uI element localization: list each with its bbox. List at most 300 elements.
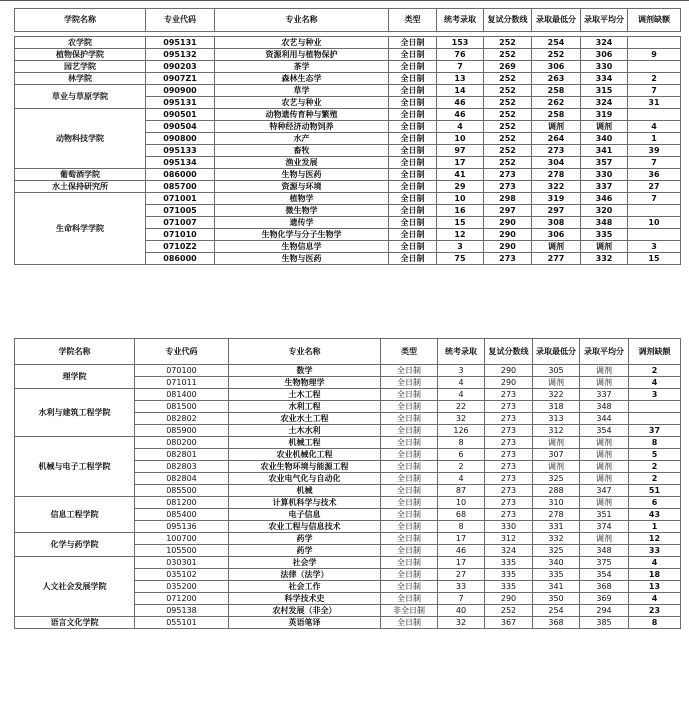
cell-admitted-count: 10 <box>438 497 485 509</box>
cell-avg-score: 368 <box>580 581 629 593</box>
cell-avg-score: 375 <box>580 557 629 569</box>
cell-avg-score: 341 <box>581 145 628 157</box>
top-border-line <box>0 0 689 1</box>
header-row <box>15 339 681 365</box>
cell-min-score: 319 <box>532 193 581 205</box>
cell-avg-score: 调剂 <box>580 365 629 377</box>
cell-major-code: 035200 <box>135 581 229 593</box>
cell-major-code: 095133 <box>146 145 215 157</box>
cell-study-type: 全日制 <box>381 389 438 401</box>
cell-major-name: 土木水利 <box>229 425 381 437</box>
cell-avg-score: 354 <box>580 425 629 437</box>
cell-admitted-count: 87 <box>438 485 485 497</box>
cell-min-score: 312 <box>533 425 580 437</box>
cell-study-type: 全日制 <box>389 217 437 229</box>
cell-avg-score: 324 <box>581 37 628 49</box>
cell-min-score: 332 <box>533 533 580 545</box>
cell-major-name: 农业电气化与自动化 <box>229 473 381 485</box>
cell-min-score: 310 <box>533 497 580 509</box>
cell-major-code: 095131 <box>146 97 215 109</box>
cell-admitted-count: 97 <box>437 145 484 157</box>
cell-admitted-count: 4 <box>438 473 485 485</box>
cell-vacancy: 4 <box>629 377 681 389</box>
cell-major-code: 082804 <box>135 473 229 485</box>
cell-major-code: 0710Z2 <box>146 241 215 253</box>
cell-study-type: 非全日制 <box>381 605 438 617</box>
cell-vacancy <box>628 205 681 217</box>
header-study-type: 类型 <box>389 9 437 32</box>
cell-admitted-count: 10 <box>437 193 484 205</box>
cell-major-code: 071007 <box>146 217 215 229</box>
cell-admitted-count: 3 <box>438 365 485 377</box>
cell-major-name: 畜牧 <box>215 145 389 157</box>
cell-major-code: 085700 <box>146 181 215 193</box>
cell-major-name: 农艺与种业 <box>215 37 389 49</box>
cell-major-name: 生物与医药 <box>215 253 389 265</box>
table-row <box>15 169 681 181</box>
cell-admitted-count: 68 <box>438 509 485 521</box>
header-row <box>15 9 681 32</box>
cell-admitted-count: 4 <box>438 377 485 389</box>
cell-major-name: 生物与医药 <box>215 169 389 181</box>
cell-admitted-count: 32 <box>438 617 485 629</box>
table-row <box>15 533 681 545</box>
cell-min-score: 263 <box>532 73 581 85</box>
header-college-name: 学院名称 <box>15 9 146 32</box>
cell-study-type: 全日制 <box>389 253 437 265</box>
cell-min-score: 313 <box>533 413 580 425</box>
cell-college-name: 葡萄酒学院 <box>15 169 146 181</box>
cell-major-name: 生物信息学 <box>215 241 389 253</box>
cell-major-name: 草学 <box>215 85 389 97</box>
cell-study-type: 全日制 <box>381 473 438 485</box>
cell-retest-cutoff: 252 <box>484 133 532 145</box>
cell-major-name: 农业水土工程 <box>229 413 381 425</box>
cell-avg-score: 调剂 <box>580 437 629 449</box>
cell-min-score: 调剂 <box>533 377 580 389</box>
cell-study-type: 全日制 <box>389 73 437 85</box>
cell-admitted-count: 7 <box>437 61 484 73</box>
header-avg-score: 录取平均分 <box>581 9 628 32</box>
cell-retest-cutoff: 273 <box>485 425 533 437</box>
header-major-name: 专业名称 <box>229 339 381 365</box>
cell-vacancy: 4 <box>629 593 681 605</box>
cell-study-type: 全日制 <box>389 229 437 241</box>
cell-min-score: 273 <box>532 145 581 157</box>
cell-admitted-count: 12 <box>437 229 484 241</box>
cell-admitted-count: 2 <box>438 461 485 473</box>
cell-avg-score: 294 <box>580 605 629 617</box>
cell-min-score: 288 <box>533 485 580 497</box>
cell-study-type: 全日制 <box>381 485 438 497</box>
cell-admitted-count: 17 <box>438 557 485 569</box>
cell-retest-cutoff: 252 <box>484 73 532 85</box>
cell-vacancy: 7 <box>628 157 681 169</box>
cell-retest-cutoff: 324 <box>485 545 533 557</box>
cell-major-name: 森林生态学 <box>215 73 389 85</box>
cell-study-type: 全日制 <box>389 97 437 109</box>
cell-major-code: 035102 <box>135 569 229 581</box>
cell-study-type: 全日制 <box>389 61 437 73</box>
cell-min-score: 322 <box>532 181 581 193</box>
cell-avg-score: 320 <box>581 205 628 217</box>
cell-major-name: 农业生物环境与能源工程 <box>229 461 381 473</box>
cell-avg-score: 330 <box>581 61 628 73</box>
table-row <box>15 73 681 85</box>
cell-college-name: 水利与建筑工程学院 <box>15 389 135 437</box>
header-avg-score: 录取平均分 <box>580 339 629 365</box>
cell-major-name: 遗传学 <box>215 217 389 229</box>
cell-major-code: 071011 <box>135 377 229 389</box>
cell-vacancy: 36 <box>628 169 681 181</box>
cell-vacancy: 8 <box>629 437 681 449</box>
cell-admitted-count: 17 <box>438 533 485 545</box>
cell-admitted-count: 6 <box>438 449 485 461</box>
cell-study-type: 全日制 <box>381 425 438 437</box>
cell-retest-cutoff: 252 <box>485 605 533 617</box>
cell-study-type: 全日制 <box>381 401 438 413</box>
cell-vacancy: 12 <box>629 533 681 545</box>
cell-retest-cutoff: 273 <box>485 437 533 449</box>
cell-major-code: 090203 <box>146 61 215 73</box>
header-retest-cutoff: 复试分数线 <box>484 9 532 32</box>
cell-admitted-count: 15 <box>437 217 484 229</box>
cell-min-score: 305 <box>533 365 580 377</box>
cell-major-code: 081500 <box>135 401 229 413</box>
cell-major-code: 086000 <box>146 253 215 265</box>
table-row <box>15 497 681 509</box>
cell-vacancy: 15 <box>628 253 681 265</box>
cell-study-type: 全日制 <box>389 169 437 181</box>
cell-study-type: 全日制 <box>381 461 438 473</box>
cell-vacancy <box>628 61 681 73</box>
cell-admitted-count: 32 <box>438 413 485 425</box>
cell-vacancy: 51 <box>629 485 681 497</box>
cell-avg-score: 调剂 <box>580 449 629 461</box>
cell-major-name: 渔业发展 <box>215 157 389 169</box>
cell-avg-score: 335 <box>581 229 628 241</box>
cell-retest-cutoff: 252 <box>484 97 532 109</box>
cell-avg-score: 369 <box>580 593 629 605</box>
cell-vacancy: 6 <box>629 497 681 509</box>
cell-major-code: 086000 <box>146 169 215 181</box>
cell-min-score: 277 <box>532 253 581 265</box>
cell-major-code: 090504 <box>146 121 215 133</box>
cell-study-type: 全日制 <box>381 569 438 581</box>
cell-major-code: 070100 <box>135 365 229 377</box>
cell-college-name: 化学与药学院 <box>15 533 135 557</box>
cell-study-type: 全日制 <box>381 533 438 545</box>
cell-study-type: 全日制 <box>389 205 437 217</box>
cell-retest-cutoff: 273 <box>485 473 533 485</box>
cell-vacancy: 13 <box>629 581 681 593</box>
cell-avg-score: 340 <box>581 133 628 145</box>
cell-vacancy: 2 <box>628 73 681 85</box>
cell-min-score: 340 <box>533 557 580 569</box>
cell-major-code: 085500 <box>135 485 229 497</box>
cell-major-name: 数学 <box>229 365 381 377</box>
cell-study-type: 全日制 <box>389 193 437 205</box>
cell-avg-score: 374 <box>580 521 629 533</box>
cell-major-code: 082801 <box>135 449 229 461</box>
cell-major-name: 植物学 <box>215 193 389 205</box>
cell-vacancy: 43 <box>629 509 681 521</box>
cell-vacancy: 4 <box>628 121 681 133</box>
cell-major-code: 085400 <box>135 509 229 521</box>
cell-major-name: 农业机械化工程 <box>229 449 381 461</box>
table-row <box>15 37 681 49</box>
cell-vacancy: 7 <box>628 85 681 97</box>
cell-college-name: 水土保持研究所 <box>15 181 146 193</box>
cell-major-name: 动物遗传育种与繁殖 <box>215 109 389 121</box>
cell-min-score: 264 <box>532 133 581 145</box>
cell-min-score: 258 <box>532 109 581 121</box>
header-college-name: 学院名称 <box>15 339 135 365</box>
cell-major-code: 082802 <box>135 413 229 425</box>
cell-min-score: 341 <box>533 581 580 593</box>
cell-min-score: 254 <box>532 37 581 49</box>
cell-major-name: 电子信息 <box>229 509 381 521</box>
cell-min-score: 262 <box>532 97 581 109</box>
table-row <box>15 181 681 193</box>
cell-major-name: 科学技术史 <box>229 593 381 605</box>
cell-min-score: 调剂 <box>532 121 581 133</box>
cell-major-name: 农业工程与信息技术 <box>229 521 381 533</box>
cell-retest-cutoff: 290 <box>485 593 533 605</box>
table-row <box>15 49 681 61</box>
header-study-type: 类型 <box>381 339 438 365</box>
cell-admitted-count: 10 <box>437 133 484 145</box>
cell-major-code: 071010 <box>146 229 215 241</box>
table-row <box>15 109 681 121</box>
header-min-score: 录取最低分 <box>533 339 580 365</box>
cell-min-score: 258 <box>532 85 581 97</box>
cell-avg-score: 347 <box>580 485 629 497</box>
cell-avg-score: 348 <box>580 545 629 557</box>
cell-college-name: 园艺学院 <box>15 61 146 73</box>
cell-avg-score: 319 <box>581 109 628 121</box>
cell-admitted-count: 126 <box>438 425 485 437</box>
cell-vacancy: 9 <box>628 49 681 61</box>
cell-college-name: 语言文化学院 <box>15 617 135 629</box>
cell-major-name: 土木工程 <box>229 389 381 401</box>
cell-retest-cutoff: 269 <box>484 61 532 73</box>
cell-vacancy: 2 <box>629 461 681 473</box>
cell-major-name: 机械 <box>229 485 381 497</box>
cell-avg-score: 344 <box>580 413 629 425</box>
cell-vacancy: 7 <box>628 193 681 205</box>
cell-min-score: 调剂 <box>533 461 580 473</box>
cell-vacancy: 1 <box>629 521 681 533</box>
cell-major-name: 计算机科学与技术 <box>229 497 381 509</box>
cell-min-score: 325 <box>533 473 580 485</box>
cell-college-name: 植物保护学院 <box>15 49 146 61</box>
cell-study-type: 全日制 <box>381 365 438 377</box>
cell-study-type: 全日制 <box>381 593 438 605</box>
cell-avg-score: 调剂 <box>581 121 628 133</box>
cell-retest-cutoff: 290 <box>485 365 533 377</box>
cell-major-name: 生物化学与分子生物学 <box>215 229 389 241</box>
header-major-code: 专业代码 <box>135 339 229 365</box>
cell-vacancy: 39 <box>628 145 681 157</box>
cell-avg-score: 385 <box>580 617 629 629</box>
cell-min-score: 350 <box>533 593 580 605</box>
cell-min-score: 297 <box>532 205 581 217</box>
cell-major-code: 095131 <box>146 37 215 49</box>
cell-avg-score: 306 <box>581 49 628 61</box>
cell-retest-cutoff: 330 <box>485 521 533 533</box>
cell-retest-cutoff: 273 <box>485 497 533 509</box>
cell-major-code: 105500 <box>135 545 229 557</box>
table-row <box>15 61 681 73</box>
cell-retest-cutoff: 335 <box>485 569 533 581</box>
cell-study-type: 全日制 <box>389 133 437 145</box>
cell-avg-score: 351 <box>580 509 629 521</box>
cell-major-code: 090501 <box>146 109 215 121</box>
table-row <box>15 389 681 401</box>
cell-admitted-count: 22 <box>438 401 485 413</box>
cell-study-type: 全日制 <box>381 557 438 569</box>
cell-vacancy: 3 <box>629 389 681 401</box>
cell-major-code: 081400 <box>135 389 229 401</box>
cell-avg-score: 调剂 <box>580 473 629 485</box>
cell-vacancy: 23 <box>629 605 681 617</box>
cell-college-name: 草业与草原学院 <box>15 85 146 109</box>
table-row <box>15 617 681 629</box>
cell-major-code: 085900 <box>135 425 229 437</box>
cell-avg-score: 324 <box>581 97 628 109</box>
header-vacancy: 调剂缺额 <box>628 9 681 32</box>
cell-avg-score: 357 <box>581 157 628 169</box>
admission-table-1 <box>14 8 681 265</box>
cell-min-score: 325 <box>533 545 580 557</box>
cell-major-name: 生物物理学 <box>229 377 381 389</box>
cell-vacancy: 27 <box>628 181 681 193</box>
cell-major-name: 社会学 <box>229 557 381 569</box>
cell-study-type: 全日制 <box>389 121 437 133</box>
cell-vacancy: 10 <box>628 217 681 229</box>
cell-vacancy <box>628 109 681 121</box>
cell-college-name: 农学院 <box>15 37 146 49</box>
cell-retest-cutoff: 335 <box>485 581 533 593</box>
cell-major-code: 071200 <box>135 593 229 605</box>
cell-retest-cutoff: 252 <box>484 49 532 61</box>
cell-admitted-count: 4 <box>437 121 484 133</box>
cell-major-name: 英语笔译 <box>229 617 381 629</box>
cell-study-type: 全日制 <box>389 145 437 157</box>
cell-major-name: 资源与环境 <box>215 181 389 193</box>
cell-min-score: 306 <box>532 229 581 241</box>
cell-retest-cutoff: 273 <box>484 169 532 181</box>
cell-vacancy: 31 <box>628 97 681 109</box>
header-admitted-count: 统考录取 <box>437 9 484 32</box>
cell-retest-cutoff: 252 <box>484 145 532 157</box>
cell-avg-score: 调剂 <box>581 241 628 253</box>
cell-retest-cutoff: 290 <box>485 377 533 389</box>
header-retest-cutoff: 复试分数线 <box>485 339 533 365</box>
cell-college-name: 机械与电子工程学院 <box>15 437 135 497</box>
cell-min-score: 调剂 <box>532 241 581 253</box>
cell-major-code: 095132 <box>146 49 215 61</box>
cell-admitted-count: 46 <box>437 109 484 121</box>
cell-major-name: 药学 <box>229 533 381 545</box>
table-row <box>15 365 681 377</box>
cell-major-code: 090800 <box>146 133 215 145</box>
cell-admitted-count: 153 <box>437 37 484 49</box>
cell-min-score: 调剂 <box>533 437 580 449</box>
cell-vacancy: 2 <box>629 473 681 485</box>
cell-vacancy: 8 <box>629 617 681 629</box>
cell-college-name: 理学院 <box>15 365 135 389</box>
cell-retest-cutoff: 273 <box>485 413 533 425</box>
cell-min-score: 252 <box>532 49 581 61</box>
cell-study-type: 全日制 <box>381 437 438 449</box>
cell-study-type: 全日制 <box>381 413 438 425</box>
cell-avg-score: 调剂 <box>580 497 629 509</box>
header-major-code: 专业代码 <box>146 9 215 32</box>
cell-major-code: 071001 <box>146 193 215 205</box>
cell-major-code: 090900 <box>146 85 215 97</box>
cell-avg-score: 348 <box>581 217 628 229</box>
cell-avg-score: 332 <box>581 253 628 265</box>
cell-major-name: 微生物学 <box>215 205 389 217</box>
cell-avg-score: 346 <box>581 193 628 205</box>
cell-vacancy: 18 <box>629 569 681 581</box>
cell-retest-cutoff: 312 <box>485 533 533 545</box>
cell-admitted-count: 40 <box>438 605 485 617</box>
cell-admitted-count: 13 <box>437 73 484 85</box>
cell-study-type: 全日制 <box>389 157 437 169</box>
table-row <box>15 557 681 569</box>
cell-vacancy: 37 <box>629 425 681 437</box>
cell-study-type: 全日制 <box>381 509 438 521</box>
cell-college-name: 林学院 <box>15 73 146 85</box>
cell-min-score: 322 <box>533 389 580 401</box>
cell-min-score: 304 <box>532 157 581 169</box>
cell-study-type: 全日制 <box>389 109 437 121</box>
cell-min-score: 368 <box>533 617 580 629</box>
cell-major-code: 055101 <box>135 617 229 629</box>
cell-major-name: 水利工程 <box>229 401 381 413</box>
cell-min-score: 307 <box>533 449 580 461</box>
cell-retest-cutoff: 297 <box>484 205 532 217</box>
header-min-score: 录取最低分 <box>532 9 581 32</box>
cell-avg-score: 调剂 <box>580 461 629 473</box>
cell-college-name: 生命科学学院 <box>15 193 146 265</box>
cell-avg-score: 354 <box>580 569 629 581</box>
cell-avg-score: 315 <box>581 85 628 97</box>
cell-study-type: 全日制 <box>381 545 438 557</box>
cell-study-type: 全日制 <box>389 181 437 193</box>
cell-major-name: 法律（法学） <box>229 569 381 581</box>
cell-major-code: 071005 <box>146 205 215 217</box>
cell-min-score: 254 <box>533 605 580 617</box>
admission-table-2 <box>14 338 681 629</box>
cell-admitted-count: 75 <box>437 253 484 265</box>
cell-major-code: 030301 <box>135 557 229 569</box>
table-row <box>15 437 681 449</box>
cell-admitted-count: 41 <box>437 169 484 181</box>
cell-admitted-count: 8 <box>438 521 485 533</box>
cell-vacancy: 2 <box>629 365 681 377</box>
cell-retest-cutoff: 252 <box>484 121 532 133</box>
cell-avg-score: 337 <box>580 389 629 401</box>
cell-retest-cutoff: 273 <box>484 181 532 193</box>
cell-avg-score: 调剂 <box>580 533 629 545</box>
cell-major-code: 0907Z1 <box>146 73 215 85</box>
cell-min-score: 331 <box>533 521 580 533</box>
cell-college-name: 动物科技学院 <box>15 109 146 169</box>
